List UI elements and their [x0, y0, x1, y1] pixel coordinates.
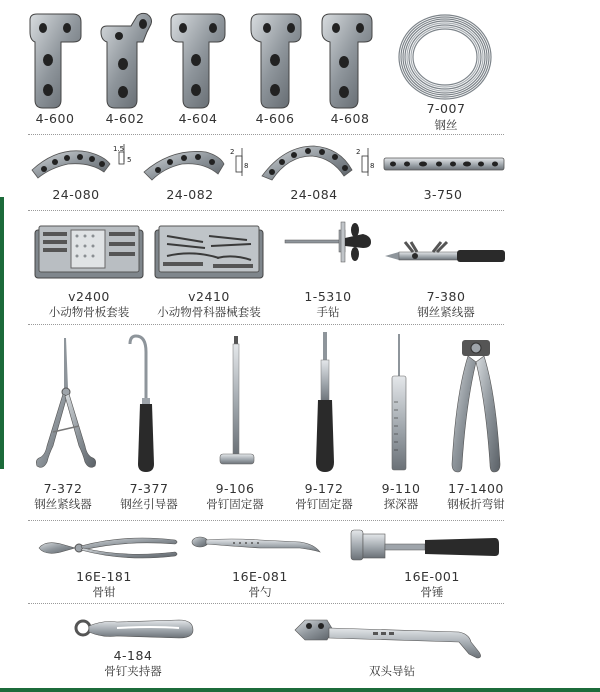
pin-holder-image [218, 334, 256, 474]
product-name: 骨钳 [92, 585, 116, 599]
product-code: 9-110 [381, 481, 421, 496]
dimension-label: 8 [244, 162, 249, 170]
product-code: 4-608 [330, 111, 370, 126]
wire-coil-image [395, 12, 495, 102]
product-name: 骨钉固定器 [206, 497, 264, 511]
product-name: 钢丝紧线器 [34, 497, 92, 511]
curved-plate-image [258, 140, 378, 184]
product-name: 钢丝 [434, 118, 458, 132]
dimension-label: 1.5 [113, 145, 125, 153]
wire-tightener-plier-image [33, 336, 99, 476]
double-drill-guide-image [293, 612, 491, 660]
section-divider [28, 520, 504, 521]
product-code: 3-750 [423, 187, 463, 202]
product-code: 24-082 [166, 187, 214, 202]
bone-mallet-image [345, 526, 501, 570]
pin-clamp-holder-image [73, 608, 198, 648]
product-code: 4-606 [255, 111, 295, 126]
section-divider [28, 210, 504, 211]
wire-tightener-image [383, 240, 508, 274]
product-code: v2410 [188, 289, 230, 304]
product-code: 16E-081 [232, 569, 288, 584]
product-code: 16E-001 [404, 569, 460, 584]
product-code: 4-184 [113, 648, 153, 663]
accent-bottom-bar [0, 688, 600, 692]
product-code: 16E-181 [76, 569, 132, 584]
product-code: 9-106 [215, 481, 255, 496]
product-name: 手钻 [316, 305, 340, 319]
hand-drill-image [283, 220, 375, 270]
product-name: 双头导钻 [369, 664, 415, 678]
product-name: 钢丝引导器 [120, 497, 178, 511]
dimension-label: 8 [370, 162, 375, 170]
product-name: 骨钉固定器 [295, 497, 353, 511]
product-name: 小动物骨板套装 [48, 305, 130, 319]
instrument-case-image [33, 222, 145, 280]
product-name: 骨锤 [420, 585, 444, 599]
section-divider [28, 134, 504, 135]
product-code: 7-377 [129, 481, 169, 496]
bone-forceps-image [35, 530, 180, 566]
product-name: 骨钉夹持器 [104, 664, 162, 678]
product-code: 4-602 [105, 111, 145, 126]
t-plate-image [167, 12, 229, 112]
product-code: 24-080 [52, 187, 100, 202]
instrument-case-image [153, 222, 265, 280]
product-code: 7-380 [426, 289, 466, 304]
product-code: 9-172 [304, 481, 344, 496]
accent-sidebar-bar [0, 197, 4, 469]
product-name: 骨勺 [248, 585, 272, 599]
product-code: 17-1400 [448, 481, 504, 496]
section-divider [28, 324, 504, 325]
product-name: 钢板折弯钳 [447, 497, 505, 511]
product-code: 7-007 [426, 101, 466, 116]
wire-guide-image [128, 332, 166, 477]
section-divider [28, 603, 504, 604]
l-plate-image [245, 12, 305, 112]
plate-bending-plier-image [446, 334, 506, 476]
depth-gauge-image [386, 332, 412, 477]
product-code: 4-600 [35, 111, 75, 126]
curved-plate-image [28, 142, 133, 184]
product-code: 7-372 [43, 481, 83, 496]
product-name: 钢丝紧线器 [417, 305, 475, 319]
l-plate-image [25, 12, 85, 112]
product-code: 1-5310 [304, 289, 352, 304]
product-code: v2400 [68, 289, 110, 304]
straight-plate-image [383, 156, 505, 174]
l-plate-image [318, 12, 378, 112]
product-code: 24-084 [290, 187, 338, 202]
dimension-label: 5 [127, 156, 132, 164]
product-name: 小动物骨科器械套装 [157, 305, 261, 319]
dimension-label: 2 [356, 148, 361, 156]
product-name: 探深器 [383, 497, 419, 511]
l-plate-image [97, 12, 157, 112]
curved-plate-image [140, 142, 252, 184]
bone-curette-image [190, 528, 325, 562]
pin-holder-image [310, 330, 340, 475]
dimension-label: 2 [230, 148, 235, 156]
product-code: 4-604 [178, 111, 218, 126]
